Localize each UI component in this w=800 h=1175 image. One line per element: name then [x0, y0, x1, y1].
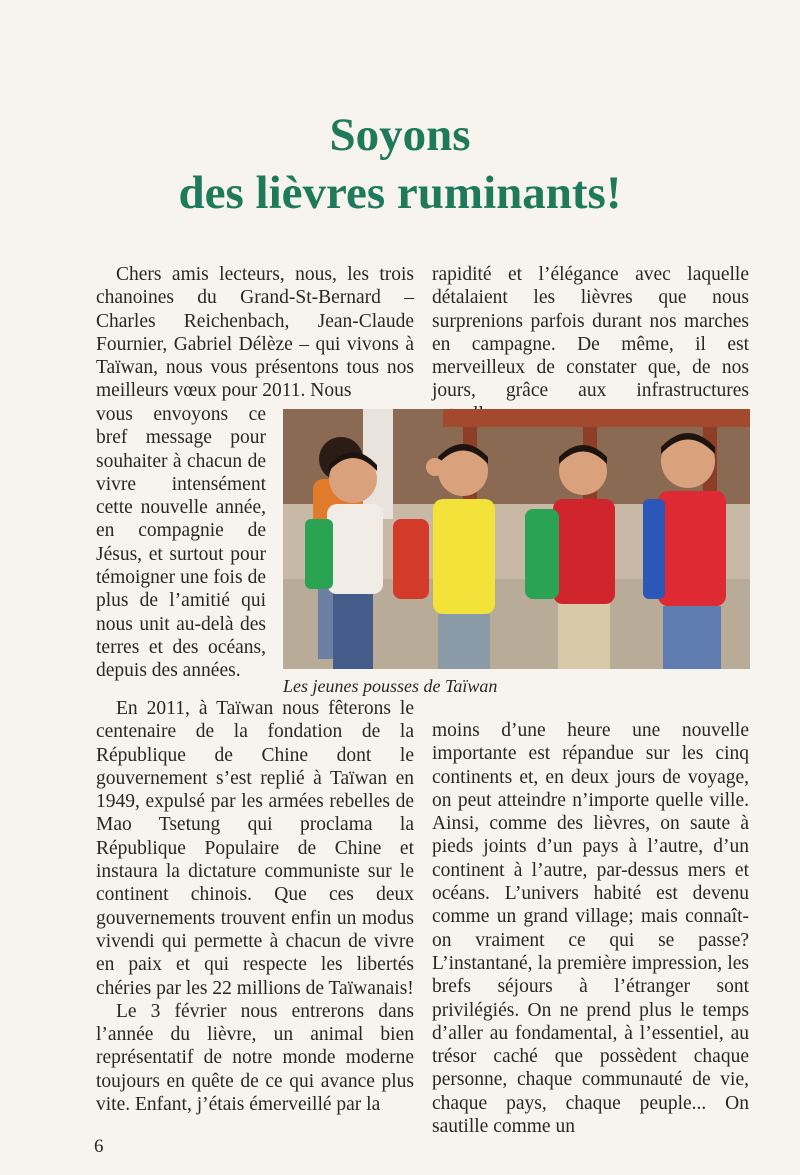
- paragraph-global-village: moins d’une heure une nouvelle importante est répandue sur les cinq continents et, en deux jours de voyage, on peut atteindre n’importe quelle ville. Ainsi, comme des lièvres, on saute à pieds joints d’un pays à l’autre, d’un continent à l’autre, par-dessus mers et océans. L’univers habité est devenu comme un grand village; mais connaît-on vraiment ce qui se passe? L’instantané, la première impression, les brefs séjours à l’étranger sont privilégiés. On ne prend plus le temps d’aller au fondamental, à l’essentiel, au trésor caché que possèdent chaque personne, chaque communauté de vie, chaque pays, chaque peuple... On sautille comme un: [432, 720, 749, 1138]
- title-line-1: Soyons: [329, 109, 471, 161]
- title-line-2: des lièvres ruminants!: [178, 167, 622, 219]
- page-number: 6: [94, 1136, 104, 1157]
- left-column-top: [96, 263, 414, 403]
- right-column-top: [432, 263, 749, 426]
- left-column-wrap: [96, 403, 266, 683]
- paragraph-centenary: En 2011, à Taïwan nous fêterons le centenaire de la fondation de la République de Chine dont le gouvernement s’est replié à Taïwan en 1949, expulsé par les armées rebelles de Mao Tsetung qui proclama la République Populaire de Chine et instaura la dictature communiste sur le continent chinois. Que ces deux gouvernements trouvent enfin un modus vivendi qui permette à chacun de vivre en paix et qui respecte les libertés chéries par les 22 millions de Taïwanais!: [96, 698, 414, 999]
- paragraph-intro-continued: vous envoyons ce bref message pour souhaiter à chacun de vivre intensément cette nouvelle année, en compagnie de Jésus, et surtout pour témoigner une fois de plus de l’amitié qui nous unit au-delà des terres et des océans, depuis des années.: [96, 404, 266, 682]
- children-photo-illustration: [283, 409, 750, 669]
- photo-caption: Les jeunes pousses de Taïwan: [283, 676, 498, 696]
- paragraph-intro: Chers amis lecteurs, nous, les trois chanoines du Grand-St-Bernard – Charles Reichenbach, Jean-Claude Fournier, Gabriel Délèze – qui vivons à Taïwan, nous vous présentons tous nos meilleurs vœux pour 2011. Nous: [96, 264, 414, 402]
- paragraph-hare-speed: rapidité et l’élégance avec laquelle détalaient les lièvres que nous surprenions parfois durant nos marches en campagne. De même, il est merveilleux de constater que, de nos jours, grâce aux infrastructures: [432, 264, 749, 402]
- paragraph-year-of-hare: Le 3 février nous entrerons dans l’année du lièvre, un animal bien représentatif de notre monde moderne toujours en quête de ce qui avance plus vite. Enfant, j’étais émerveillé par la: [96, 1000, 414, 1116]
- left-column-bottom: [96, 697, 414, 1116]
- article-title: [0, 106, 800, 222]
- right-column-bottom: [432, 719, 749, 1138]
- children-photo: [283, 409, 750, 669]
